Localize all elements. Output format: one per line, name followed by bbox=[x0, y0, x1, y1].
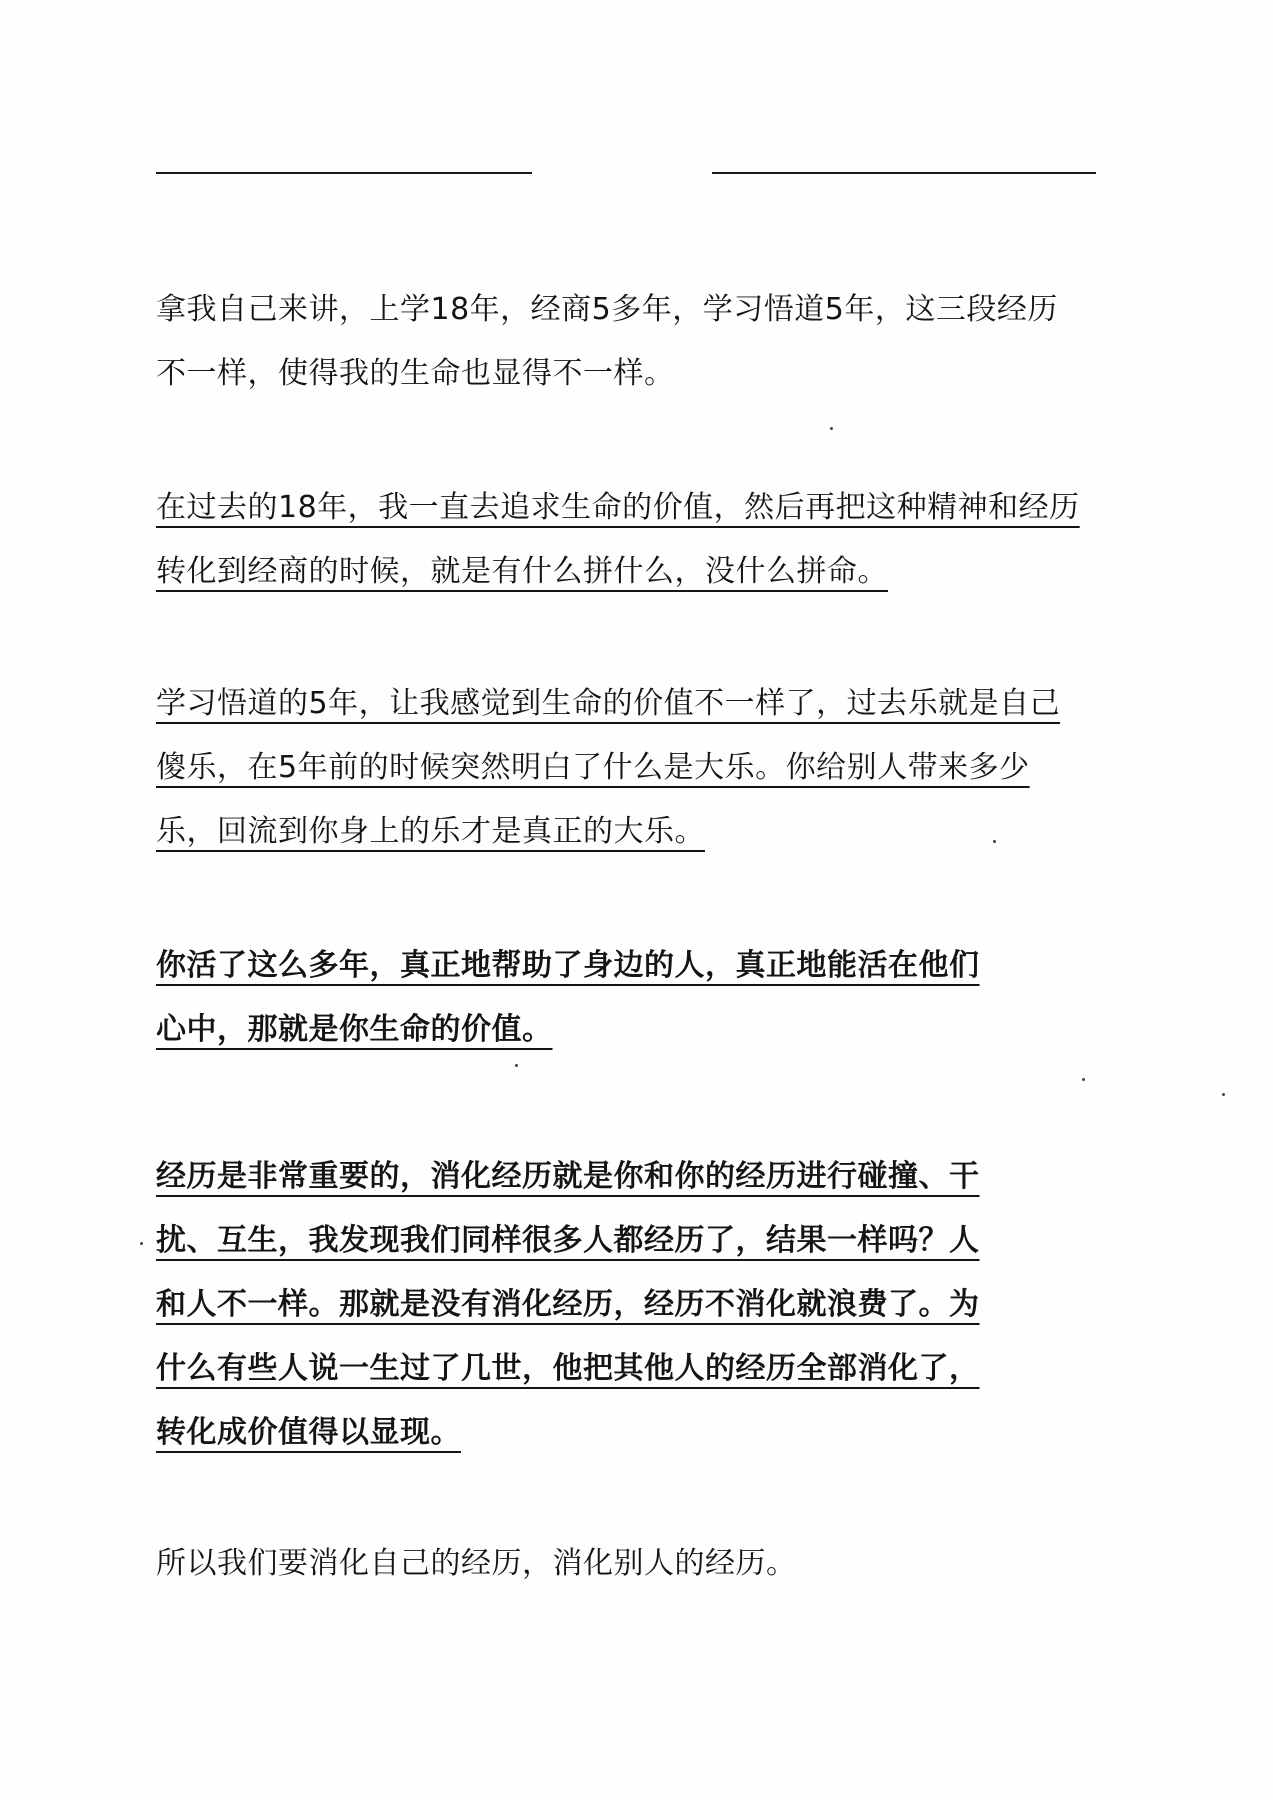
paragraph-6 bbox=[156, 1532, 1096, 1596]
paragraph-line bbox=[156, 672, 1096, 736]
line-text: 转化到经商的时候，就是有什么拼什么，没什么拼命。 bbox=[156, 554, 888, 589]
paragraph-line bbox=[156, 1337, 1096, 1401]
line-text: 拿我自己来讲，上学18年，经商5多年，学习悟道5年，这三段经历 bbox=[156, 292, 1058, 327]
paragraph-4 bbox=[156, 934, 1096, 1062]
line-text: 傻乐，在5年前的时候突然明白了什么是大乐。你给别人带来多少 bbox=[156, 750, 1030, 785]
paragraph-5 bbox=[156, 1145, 1096, 1465]
paragraph-line bbox=[156, 342, 1096, 406]
paragraph-line bbox=[156, 1273, 1096, 1337]
line-text: 不一样，使得我的生命也显得不一样。 bbox=[156, 356, 675, 391]
line-text: 经历是非常重要的，消化经历就是你和你的经历进行碰撞、干 bbox=[156, 1159, 980, 1194]
line-text: 所以我们要消化自己的经历，消化别人的经历。 bbox=[156, 1546, 797, 1581]
paragraph-line bbox=[156, 800, 1096, 864]
paragraph-line bbox=[156, 998, 1096, 1062]
paragraph-line bbox=[156, 736, 1096, 800]
paragraph-line bbox=[156, 1209, 1096, 1273]
line-text: 心中，那就是你生命的价值。 bbox=[156, 1012, 553, 1047]
scan-speck bbox=[140, 1242, 143, 1245]
line-text: 扰、互生，我发现我们同样很多人都经历了，结果一样吗？人 bbox=[156, 1223, 980, 1258]
paragraph-line bbox=[156, 278, 1096, 342]
line-text: 转化成价值得以显现。 bbox=[156, 1415, 461, 1450]
scan-speck bbox=[1222, 1093, 1225, 1096]
line-text: 乐，回流到你身上的乐才是真正的大乐。 bbox=[156, 814, 705, 849]
paragraph-line bbox=[156, 540, 1096, 604]
paragraph-line bbox=[156, 1401, 1096, 1465]
paragraph-line bbox=[156, 934, 1096, 998]
line-text: 学习悟道的5年，让我感觉到生命的价值不一样了，过去乐就是自己 bbox=[156, 686, 1061, 721]
line-text: 和人不一样。那就是没有消化经历，经历不消化就浪费了。为 bbox=[156, 1287, 980, 1322]
scan-speck bbox=[515, 1064, 518, 1067]
paragraph-3 bbox=[156, 672, 1096, 864]
scan-speck bbox=[1082, 1078, 1085, 1081]
line-text: 你活了这么多年，真正地帮助了身边的人，真正地能活在他们 bbox=[156, 948, 980, 983]
paragraph-1 bbox=[156, 278, 1096, 406]
line-text: 什么有些人说一生过了几世，他把其他人的经历全部消化了， bbox=[156, 1351, 980, 1386]
paragraph-line bbox=[156, 476, 1096, 540]
scan-speck bbox=[993, 840, 996, 843]
line-text: 在过去的18年，我一直去追求生命的价值，然后再把这种精神和经历 bbox=[156, 490, 1080, 525]
paragraph-2 bbox=[156, 476, 1096, 604]
scan-speck bbox=[830, 427, 833, 430]
header-rule-left bbox=[156, 172, 532, 174]
header-rule-right bbox=[712, 172, 1096, 174]
paragraph-line bbox=[156, 1532, 1096, 1596]
paragraph-line bbox=[156, 1145, 1096, 1209]
